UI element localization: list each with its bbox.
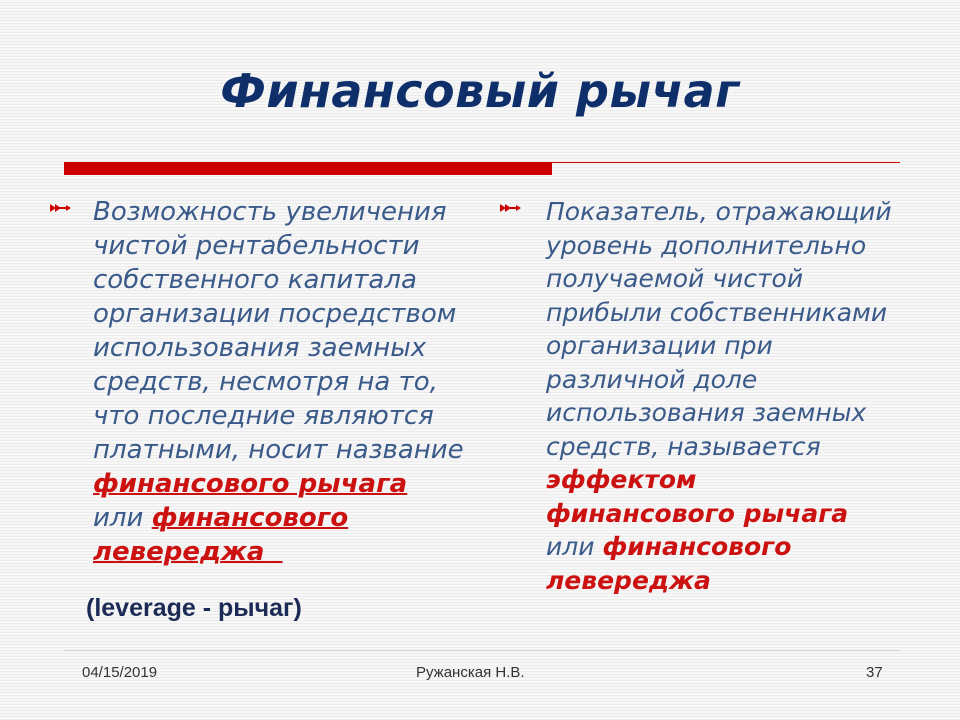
term-financial-lever: финансового рычага (93, 469, 408, 499)
text-line: использования заемных (93, 333, 427, 363)
left-definition (93, 195, 513, 569)
term-financial: финансового (151, 503, 349, 533)
term-leverage: левереджа (93, 537, 265, 567)
text-line: что последние являются (93, 401, 434, 431)
footer-divider (64, 650, 900, 651)
arrow-bullet-icon (500, 203, 522, 213)
leverage-note: (leverage - рычаг) (86, 594, 302, 622)
footer-date: 04/15/2019 (82, 664, 158, 681)
right-column (500, 195, 920, 597)
text-line: уровень дополнительно (546, 230, 867, 260)
text-line: Возможность увеличения (93, 197, 447, 227)
title-underline-thick (64, 162, 552, 175)
slide-title: Финансовый рычаг (220, 64, 740, 118)
text-line: прибыли собственниками (546, 297, 888, 327)
connector-or: или (546, 532, 595, 561)
term-effect: эффектом (546, 465, 697, 494)
text-line: Показатель, отражающий (546, 197, 892, 226)
footer-author: Ружанская Н.В. (416, 664, 525, 681)
text-line: средств, называется (546, 431, 821, 461)
term-financial: финансового (602, 532, 792, 561)
text-line: организации посредством (93, 299, 457, 329)
left-column (50, 195, 490, 569)
text-line: получаемой чистой (546, 264, 804, 293)
connector-or: или (93, 503, 144, 533)
text-line: чистой рентабельности (93, 231, 420, 261)
title-underline-thin (552, 162, 900, 163)
right-definition (546, 195, 926, 597)
arrow-bullet-icon (50, 203, 72, 213)
text-line: использования заемных (546, 398, 867, 427)
term-leverage: левереджа (546, 565, 711, 595)
page-number: 37 (866, 664, 883, 681)
text-line: платными, носит название (93, 435, 464, 465)
text-line: различной доле (546, 364, 758, 394)
text-line: организации при (546, 331, 773, 360)
term-financial-lever: финансового рычага (546, 498, 849, 528)
text-line: собственного капитала (93, 265, 417, 295)
text-line: средств, несмотря на то, (93, 367, 438, 397)
